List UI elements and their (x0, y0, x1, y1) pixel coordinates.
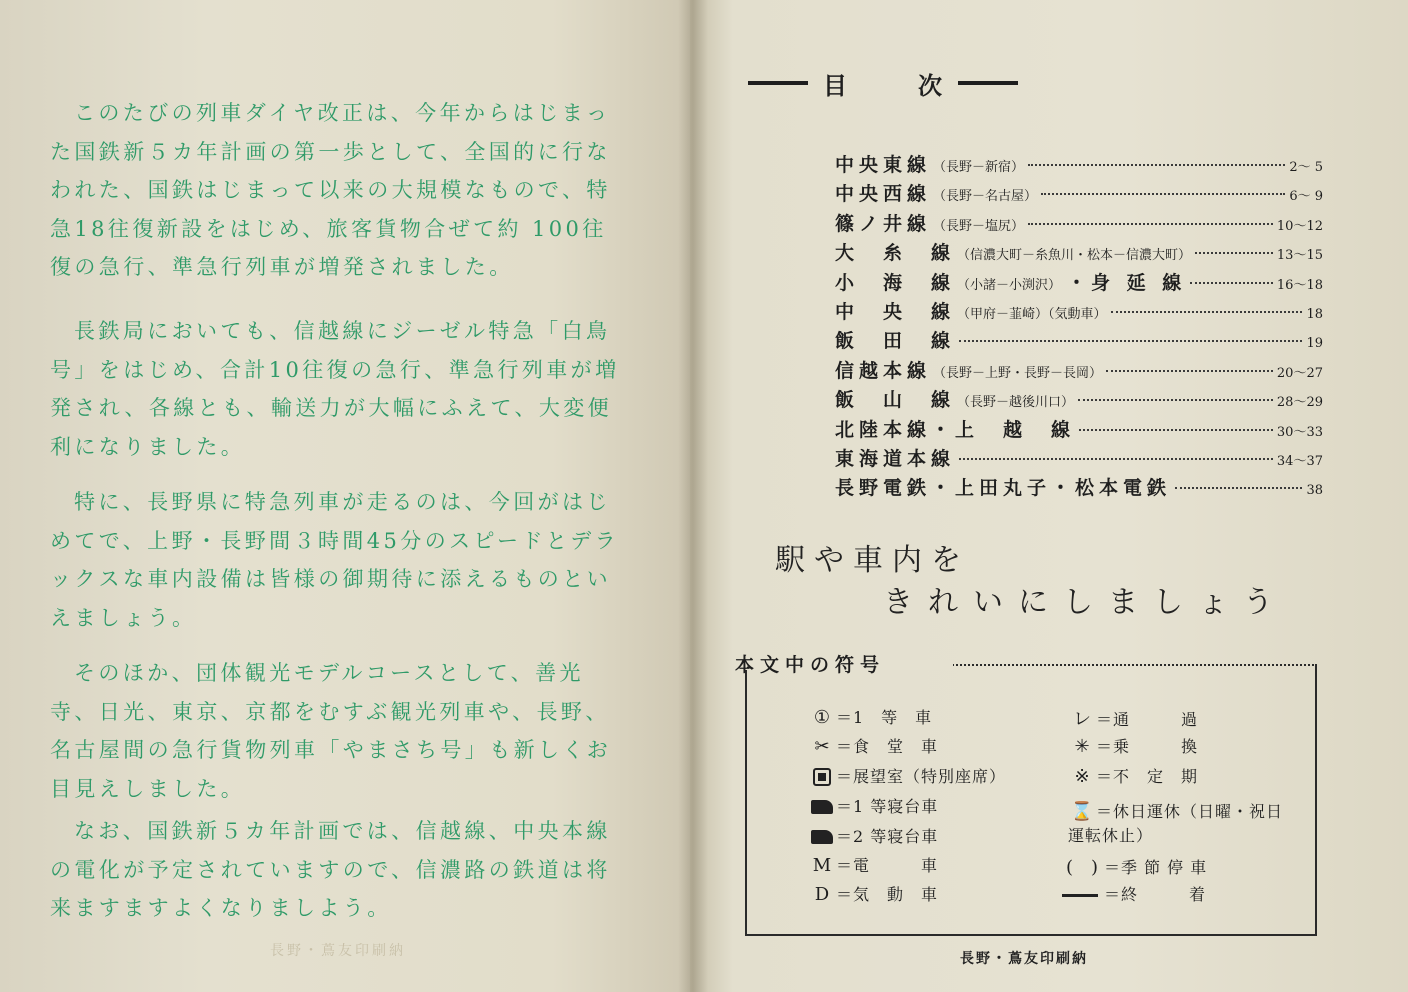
intro-paragraph-3: 特に、長野県に特急列車が走るのは、今回がはじめてで、上野・長野間３時間45分のスピードとデラックスな車内設備は皆様の御期待に添えるものといえましょう。 (50, 490, 620, 630)
leader-dots (959, 458, 1273, 460)
toc-entry[interactable]: 小 海 線 （小諸－小渕沢） ・身 延 線 16～18 (835, 271, 1323, 294)
intro-paragraph-1: このたびの列車ダイヤ改正は、今年からはじまった国鉄新５カ年計画の第一歩として、全国的に行なわれた、国鉄はじまって以来の大規模なもので、特急18往復新設をはじめ、旅客貨物合ぜて約 100往復の急行、準急行列車が増発されました。 (50, 101, 611, 279)
leader-dots (1111, 311, 1303, 313)
irregular-icon: ※ (1074, 766, 1090, 787)
legend-sleeper-2: ＝2 等寝台車 (808, 824, 938, 847)
legend-observation: ＝展望室（特別座席） (808, 764, 1006, 787)
terminal-line-icon (1060, 884, 1104, 905)
toc-entry[interactable]: 飯 田 線 19 (835, 330, 1323, 353)
legend-dining-car: ✂ ＝食 堂 車 (808, 734, 938, 757)
leader-dots (1106, 370, 1273, 372)
right-page (690, 0, 1408, 992)
first-class-icon: ① (813, 707, 831, 728)
left-page (0, 0, 690, 992)
leader-dots (1190, 282, 1273, 284)
toc-entry[interactable]: 大 糸 線 （信濃大町－糸魚川・松本－信濃大町） 13～15 (835, 242, 1323, 265)
legend-seasonal: ( ) ＝季 節 停 車 (1060, 853, 1207, 879)
toc-entry[interactable]: 中 央 線 （甲府－韮崎）（気動車） 18 (835, 300, 1323, 323)
toc-entry[interactable]: 長野電鉄・上田丸子・松本電鉄 38 (835, 477, 1323, 500)
pass-through-icon: レ (1073, 709, 1091, 730)
legend-holiday: ⌛ ＝休日運休（日曜・祝日運転休止） (1068, 801, 1284, 845)
electric-car-icon: M (812, 855, 832, 876)
leader-dots (1078, 399, 1273, 401)
sleeper-car-icon (808, 826, 836, 847)
table-of-contents (835, 150, 1323, 503)
parentheses-icon: ( ) (1065, 857, 1099, 878)
bleed-through-text: 長野・蔦友印刷納 (270, 943, 406, 959)
toc-entry[interactable]: 中央西線 （長野－名古屋） 6～ 9 (835, 183, 1323, 206)
legend-terminal: ＝終 着 (1060, 882, 1206, 905)
leader-dots (1079, 429, 1273, 431)
legend-first-class: ① ＝1 等 車 (808, 705, 932, 728)
toc-entry[interactable]: 東海道本線 34～37 (835, 447, 1323, 470)
leader-dots (1195, 252, 1273, 254)
heading-bar-right (958, 81, 1018, 85)
printer-credit: 長野・蔦友印刷納 (960, 951, 1088, 967)
legend-sleeper-1: ＝1 等寝台車 (808, 794, 938, 817)
sleeper-car-icon (808, 796, 836, 817)
heading-bar-left (748, 81, 808, 85)
intro-paragraph-5: なお、国鉄新５カ年計画では、信越線、中央本線の電化が予定されていますので、信濃路の鉄道は将来ますますよくなりましよう。 (50, 819, 611, 920)
leader-dots (1028, 223, 1273, 225)
toc-entry[interactable]: 北陸本線・上 越 線 30～33 (835, 418, 1323, 441)
leader-dots (1028, 164, 1285, 166)
observation-room-icon (808, 766, 836, 787)
legend-pass: レ ＝通 過 (1068, 705, 1198, 731)
slogan-line-1: 駅や車内を (775, 543, 970, 578)
fork-knife-icon: ✂ (814, 736, 830, 757)
transfer-icon: ✳ (1074, 736, 1090, 757)
toc-heading-char-1: 目 (823, 71, 847, 100)
diesel-car-icon: D (814, 884, 830, 905)
legend-electric: M ＝電 車 (808, 853, 938, 876)
intro-paragraph-4: そのほか、団体観光モデルコースとして、善光寺、日光、東京、京都をむすぶ観光列車や、長野、名古屋間の急行貨物列車「やまさち号」も新しくお目見えしました。 (50, 661, 612, 801)
toc-entry[interactable]: 篠ノ井線 （長野－塩尻） 10～12 (835, 212, 1323, 235)
toc-entry[interactable]: 飯 山 線 （長野－越後川口） 28～29 (835, 389, 1323, 412)
toc-heading (748, 66, 1020, 100)
legend-irregular: ※ ＝不 定 期 (1068, 764, 1198, 787)
toc-entry[interactable]: 中央東線 （長野－新宿） 2～ 5 (835, 154, 1323, 176)
legend-transfer: ✳ ＝乗 換 (1068, 734, 1198, 757)
intro-paragraph-2: 長鉄局においても、信越線にジーゼル特急「白鳥号」をはじめ、合計10往復の急行、準急行列車が増発され、各線とも、輸送力が大幅にふえて、大変便利になりました。 (50, 319, 620, 459)
toc-entry[interactable]: 信越本線 （長野－上野・長野－長岡） 20～27 (835, 359, 1323, 382)
hourglass-icon: ⌛ (1070, 801, 1094, 822)
legend-title: 本文中の符号 (735, 654, 886, 676)
toc-heading-char-2: 次 (918, 71, 942, 100)
leader-dots (959, 340, 1302, 342)
leader-dots (1175, 487, 1302, 489)
book-spine-shadow (678, 0, 708, 992)
slogan-line-2: きれいにしましょう (883, 585, 1288, 620)
leader-dots (1041, 193, 1285, 195)
legend-diesel: D ＝気 動 車 (808, 882, 938, 905)
